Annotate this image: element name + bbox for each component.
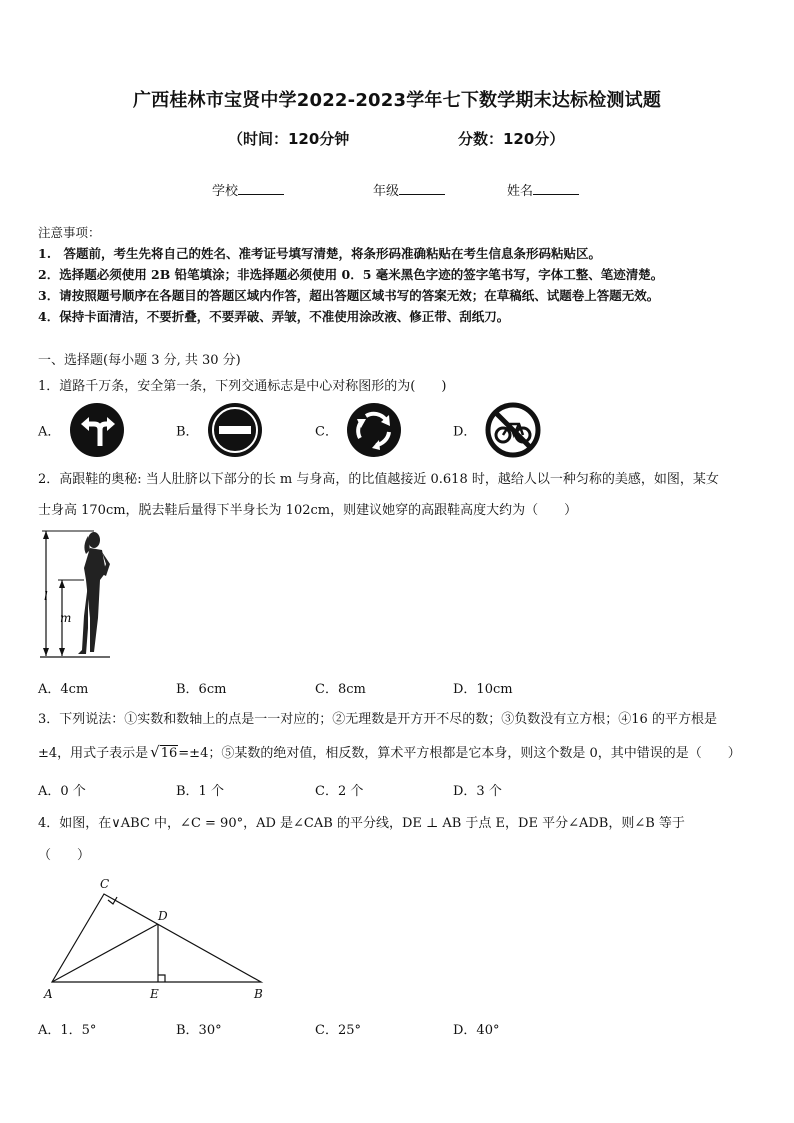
name-blank [533, 182, 579, 195]
notes-item: 4．保持卡面清洁，不要折叠，不要弄破、弄皱，不准使用涂改液、修正带、刮纸刀。 [38, 309, 510, 324]
school-field [212, 180, 284, 199]
section-heading: 一、选择题(每小题 3 分, 共 30 分) [38, 353, 241, 368]
q4-option-d: D．40° [453, 1023, 500, 1038]
exam-title: 广西桂林市宝贤中学2022-2023学年七下数学期末达标检测试题 [132, 90, 662, 111]
q1-option-d [453, 402, 541, 458]
turn-left-right-sign-icon [69, 402, 125, 458]
q3-text-a: ±4，用式子表示是 [38, 746, 149, 761]
label-l: l [44, 589, 48, 603]
question-3-line1: 3．下列说法：①实数和数轴上的点是一一对应的；②无理数是开方开不尽的数；③负数没有立方根；④16 的平方根是 [38, 712, 717, 727]
school-blank [238, 182, 284, 195]
label-d: D [158, 909, 168, 923]
label-m: m [60, 611, 72, 625]
option-label: B． [176, 424, 199, 440]
woman-height-figure [36, 528, 116, 660]
q3-option-c: C．2 个 [315, 784, 364, 799]
notes-heading: 注意事项： [38, 225, 101, 240]
exam-time: （时间：120分钟 [228, 130, 350, 148]
question-4-line2: （ ） [38, 848, 91, 863]
no-entry-sign-icon [207, 402, 263, 458]
question-4-line1: 4．如图，在∨ABC 中，∠C = 90°，AD 是∠CAB 的平分线，DE ⊥ AB 于点 E，DE 平分∠ADB，则∠B 等于 [38, 816, 685, 831]
option-label: C． [315, 424, 338, 440]
label-c: C [100, 877, 110, 891]
triangle-figure [36, 872, 276, 1004]
no-bicycle-sign-icon [485, 402, 541, 458]
question-2-line1: 2．高跟鞋的奥秘: 当人肚脐以下部分的长 m 与身高，的比值越接近 0.618 时，越给人以一种匀称的美感，如图，某女 [38, 472, 719, 487]
q4-option-c: C．25° [315, 1023, 361, 1038]
q1-option-b [176, 402, 263, 458]
question-3-line2 [38, 742, 741, 761]
sqrt-symbol: √ [150, 743, 160, 761]
grade-blank [399, 182, 445, 195]
q4-option-a: A．1．5° [38, 1023, 97, 1038]
q3-option-d: D．3 个 [453, 784, 502, 799]
q2-option-d: D．10cm [453, 682, 513, 697]
q3-option-a: A．0 个 [38, 784, 86, 799]
option-label: A． [38, 424, 61, 440]
woman-silhouette [78, 532, 110, 654]
name-field [507, 180, 579, 199]
label-e: E [150, 987, 159, 1001]
q1-option-c [315, 402, 402, 458]
label-b: B [254, 987, 263, 1001]
q4-option-b: B．30° [176, 1023, 222, 1038]
notes-item: 1. 答题前，考生先将自己的姓名、准考证号填写清楚，将条形码准确粘贴在考生信息条形码粘贴区。 [38, 246, 602, 261]
option-label: D． [453, 424, 477, 440]
question-1-text: 1．道路千万条，安全第一条，下列交通标志是中心对称图形的为( ) [38, 379, 447, 394]
notes-item: 3．请按照题号顺序在各题目的答题区域内作答，超出答题区域书写的答案无效；在草稿纸、试题卷上答题无效。 [38, 288, 660, 303]
notes-block [38, 222, 663, 327]
q1-option-a [38, 402, 125, 458]
school-label: 学校 [212, 184, 239, 199]
q2-option-c: C．8cm [315, 682, 366, 697]
notes-item: 2．选择题必须使用 2B 铅笔填涂；非选择题必须使用 0．5 毫米黑色字迹的签字笔书写，字体工整、笔迹清楚。 [38, 267, 664, 282]
q3-text-b: =±4；⑤某数的绝对值，相反数，算术平方根都是它本身，则这个数是 0，其中错误的是（ ） [178, 746, 741, 761]
question-2-line2: 士身高 170cm，脱去鞋后量得下半身长为 102cm，则建议她穿的高跟鞋高度大约为（ ） [38, 503, 578, 518]
sqrt-radicand: 16 [160, 746, 178, 761]
grade-field [373, 180, 445, 199]
q3-option-b: B．1 个 [176, 784, 224, 799]
q2-option-a: A．4cm [38, 682, 89, 697]
sqrt-expression [150, 743, 178, 761]
exam-score: 分数：120分） [458, 130, 565, 148]
label-a: A [44, 987, 53, 1001]
q2-option-b: B．6cm [176, 682, 227, 697]
name-label: 姓名 [507, 184, 534, 199]
roundabout-sign-icon [346, 402, 402, 458]
grade-label: 年级 [373, 184, 400, 199]
